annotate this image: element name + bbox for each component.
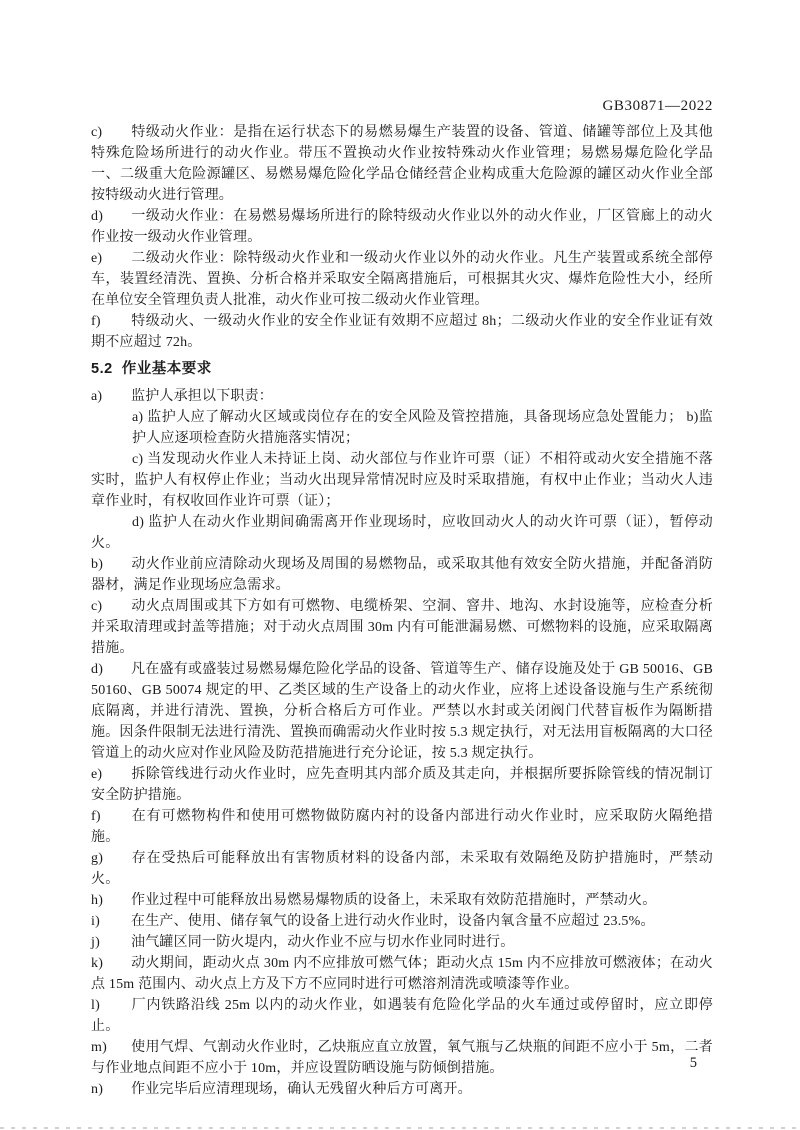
item-label: n) (91, 1082, 104, 1097)
item-text: 动火点周围或其下方如有可燃物、电缆桥架、空洞、窨井、地沟、水封设施等，应检查分析并采取清理或封盖等措施；对于动火点周围 30m 内有可能泄漏易燃、可燃物料的设施，应采取隔离措施。 (91, 599, 713, 656)
item-5-2-a-sub-c: c) 当发现动火作业人未持证上岗、动火部位与作业许可票（证）不相符或动火安全措施不落实时，监护人有权停止作业；当动火出现异常情况时应及时采取措施，有权中止作业；当动火人违章作业时，有权收回作业许可票（证）； (91, 452, 713, 509)
section-5-2 (91, 386, 713, 1100)
item-5-2-f (91, 806, 713, 848)
item-text: 二级动火作业：除特级动火作业和一级动火作业以外的动火作业。凡生产装置或系统全部停车，装置经清洗、置换、分析合格并采取安全隔离措施后，可根据其火灾、爆炸危险性大小，经所在单位安全管理负责人批准，动火作业可按二级动火作业管理。 (91, 251, 713, 308)
item-label: m) (91, 1040, 107, 1055)
item-label: b) (91, 557, 104, 572)
item-label: h) (91, 893, 104, 908)
item-text: 作业完毕后应清理现场，确认无残留火种后方可离开。 (131, 1082, 472, 1097)
item-5-2-a-sub-ab: a) 监护人应了解动火区域或岗位存在的安全风险及管控措施，具备现场应急处置能力； b)监护人应逐项检查防火措施落实情况； (132, 410, 713, 446)
item-text: 使用气焊、气割动火作业时，乙炔瓶应直立放置，氧气瓶与乙炔瓶的间距不应小于 5m，二者与作业地点间距不应小于 10m，并应设置防晒设施与防倾倒措施。 (91, 1040, 713, 1076)
item-5-2-h (91, 890, 713, 911)
item-label: j) (91, 935, 100, 950)
item-5-2-c (91, 596, 713, 659)
item-text: 存在受热后可能释放出有害物质材料的设备内部，未采取有效隔绝及防护措施时，严禁动火。 (91, 851, 713, 887)
item-5-2-n (91, 1079, 713, 1100)
item-label: c) (91, 599, 103, 614)
item-text: 特级动火作业：是指在运行状态下的易燃易爆生产装置的设备、管道、储罐等部位上及其他特殊危险场所进行的动火作业。带压不置换动火作业按特殊动火作业管理；易燃易爆危险化学品一、二级重大危险源罐区、易燃易爆危险化学品仓储经营企业构成重大危险源的罐区动火作业全部按特级动火进行管理。 (91, 125, 713, 203)
item-text: 油气罐区同一防火堤内，动火作业不应与切水作业同时进行。 (131, 935, 515, 950)
item-5-2-l (91, 995, 713, 1037)
item-text: 动火期间，距动火点 30m 内不应排放可燃气体；距动火点 15m 内不应排放可燃液体；在动火点 15m 范围内、动火点上方及下方不应同时进行可燃溶剂清洗或喷漆等作业。 (91, 956, 713, 992)
item-5-2-m (91, 1037, 713, 1079)
item-text: 在有可燃物构件和使用可燃物做防腐内衬的设备内部进行动火作业时，应采取防火隔绝措施。 (91, 809, 713, 845)
item-text: 监护人承担以下职责： (131, 389, 273, 404)
item-label: a) (91, 389, 103, 404)
item-text: 拆除管线进行动火作业时，应先查明其内部介质及其走向，并根据所要拆除管线的情况制订安全防护措施。 (91, 767, 713, 803)
item-label: d) (91, 662, 104, 677)
section-5-2-heading: 5.2 作业基本要求 (91, 361, 212, 377)
item-5-2-a-sub-d: d) 监护人在动火作业期间确需离开作业现场时，应收回动火人的动火许可票（证），暂停动火。 (91, 515, 713, 551)
scan-artifact-line (0, 1127, 800, 1129)
item-label: k) (91, 956, 104, 971)
item-label: e) (91, 767, 103, 782)
item-5-1-f (91, 311, 713, 353)
section-5-1 (91, 122, 713, 353)
item-label: f) (91, 314, 101, 329)
item-text: 在生产、使用、储存氧气的设备上进行动火作业时，设备内氧含量不应超过 23.5%。 (131, 914, 655, 929)
item-5-1-e (91, 248, 713, 311)
item-label: f) (91, 809, 101, 824)
item-5-1-c (91, 122, 713, 206)
item-text: 一级动火作业：在易燃易爆场所进行的除特级动火作业以外的动火作业，厂区管廊上的动火作业按一级动火作业管理。 (91, 209, 713, 245)
page-content (91, 96, 713, 1100)
item-label: i) (91, 914, 100, 929)
item-label: c) (91, 125, 103, 140)
doc-number: GB30871—2022 (602, 98, 713, 114)
item-text: 厂内铁路沿线 25m 以内的动火作业，如遇装有危险化学品的火车通过或停留时，应立即停止。 (91, 998, 713, 1034)
item-5-2-d (91, 659, 713, 764)
item-text: 动火作业前应清除动火现场及周围的易燃物品，或采取其他有效安全防火措施，并配备消防器材，满足作业现场应急需求。 (91, 557, 713, 593)
item-text: 凡在盛有或盛装过易燃易爆危险化学品的设备、管道等生产、储存设施及处于 GB 50016、GB 50160、GB 50074 规定的甲、乙类区域的生产设备上的动火作业，应将上述设备设施与生产系统彻底隔离，并进行清洗、置换，分析合格后方可作业。严禁以水封或关闭阀门代替盲板作为隔断措施。因条件限制无法进行清洗、置换而确需动火作业时按 5.3 规定执行，对无法用盲板隔离的大口径管道上的动火应对作业风险及防范措施进行充分论证，按 5.3 规定执行。 (91, 662, 713, 761)
page-number: 5 (689, 1055, 697, 1071)
item-label: d) (91, 209, 104, 224)
item-5-1-d (91, 206, 713, 248)
item-text: 特级动火、一级动火作业的安全作业证有效期不应超过 8h；二级动火作业的安全作业证有效期不应超过 72h。 (91, 314, 713, 350)
item-label: l) (91, 998, 100, 1013)
item-label: e) (91, 251, 103, 266)
item-5-2-g (91, 848, 713, 890)
item-text: 作业过程中可能释放出易燃易爆物质的设备上，未采取有效防范措施时，严禁动火。 (131, 893, 657, 908)
item-5-2-i (91, 911, 713, 932)
item-5-2-a (91, 386, 713, 407)
item-5-2-b (91, 554, 713, 596)
item-5-2-e (91, 764, 713, 806)
item-label: g) (91, 851, 104, 866)
item-5-2-k (91, 953, 713, 995)
item-5-2-j (91, 932, 713, 953)
